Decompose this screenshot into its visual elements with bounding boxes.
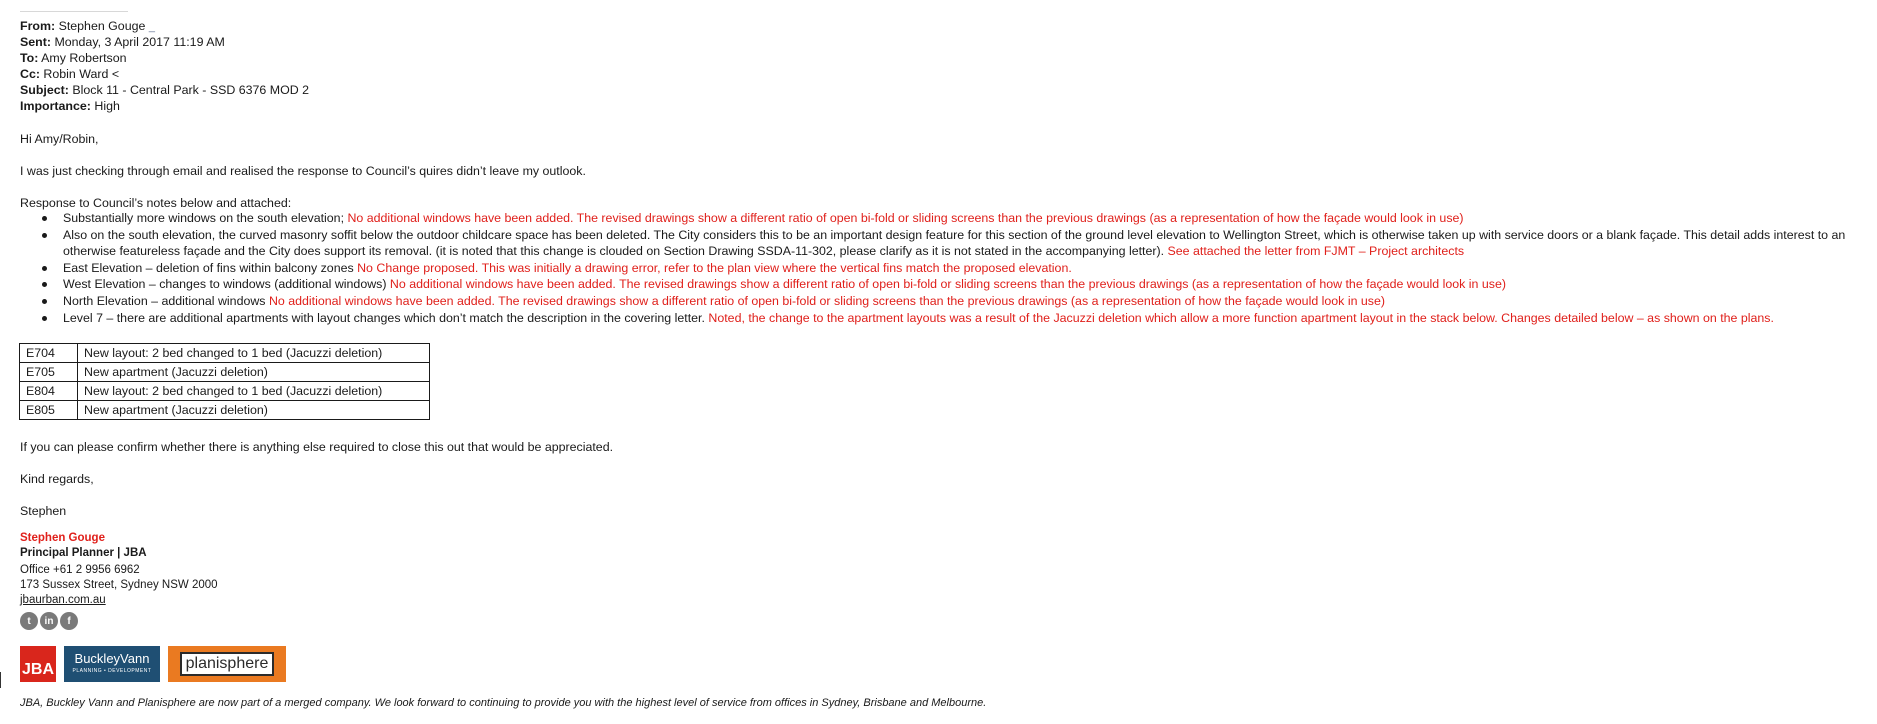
greeting: Hi Amy/Robin, [20,132,99,146]
table-cell-unit: E704 [20,344,78,363]
importance-line [20,98,120,114]
from-label: From: [20,19,56,33]
table-row [20,401,430,420]
bullet-icon [42,233,47,238]
sent-line [20,34,225,50]
jba-logo: JBA [20,646,56,682]
subject-line [20,82,309,98]
cc-value[interactable]: Robin Ward < [43,67,120,81]
subject-label: Subject: [20,83,69,97]
company-logos [20,646,286,682]
signature-role: Principal Planner | JBA [20,547,147,559]
list-item: Also on the south elevation, the curved masonry soffit below the outdoor childcare space has been deleted. The City considers this to be an important design feature for this section of the ground level elevation to Wellington Street, which is otherwise taken up with service doors or a blank façade. This detail adds interest to an otherwise featureless façade and the City does support its removal. (it is noted that this change is clouded on Section Drawing SSDA-11-302, please clarify as it is not stated in the accompanying letter). See attached the letter from FJMT – Project architects [20,227,1870,260]
table-cell-change: New layout: 2 bed changed to 1 bed (Jacuzzi deletion) [78,382,430,401]
reply-text: See attached the letter from FJMT – Project architects [1167,244,1465,259]
list-item: Substantially more windows on the south elevation; No additional windows have been added. The revised drawings show a different ratio of open bi-fold or sliding screens than the previous drawings (as a representation of how the façade would look in use) [20,210,1870,227]
apartment-changes-table [19,343,430,420]
response-list [20,210,1870,326]
signature-address: 173 Sussex Street, Sydney NSW 2000 [20,579,218,591]
to-value[interactable]: Amy Robertson [41,51,127,65]
signature-name: Stephen Gouge [20,532,105,544]
table-row [20,363,430,382]
from-email-truncated: _ [148,21,155,33]
bullet-icon [42,216,47,221]
table-row [20,344,430,363]
facebook-icon[interactable]: f [60,612,78,630]
list-item: West Elevation – changes to windows (additional windows) No additional windows have been added. The revised drawings show a different ratio of open bi-fold or sliding screens than the previous drawings (as a representation of how the façade would look in use) [20,276,1870,293]
table-cell-unit: E705 [20,363,78,382]
cc-line [20,66,119,82]
cc-label: Cc: [20,67,40,81]
linkedin-icon[interactable]: in [40,612,58,630]
closing: Kind regards, [20,472,94,486]
reply-text: Noted, the change to the apartment layouts was a result of the Jacuzzi deletion which allow a more function apartment layout in the stack below. Changes detailed below – as shown on the plans. [708,310,1774,325]
intro-paragraph: I was just checking through email and realised the response to Council’s quires didn’t leave my outlook. [20,164,586,178]
sent-label: Sent: [20,35,51,49]
list-item: Level 7 – there are additional apartments with layout changes which don’t match the description in the covering letter. Noted, the change to the apartment layouts was a result of the Jacuzzi deletion which allow a more function apartment layout in the stack below. Changes detailed below – as shown on the plans. [20,310,1870,327]
importance-label: Importance: [20,99,91,113]
list-item: East Elevation – deletion of fins within balcony zones No Change proposed. This was initially a drawing error, refer to the plan view where the vertical fins match the proposed elevation. [20,260,1870,277]
header-divider [20,11,128,12]
table-cell-unit: E804 [20,382,78,401]
twitter-icon[interactable]: t [20,612,38,630]
response-intro: Response to Council’s notes below and attached: [20,196,292,210]
merge-note: JBA, Buckley Vann and Planisphere are now part of a merged company. We look forward to continuing to provide you with the highest level of service from offices in Sydney, Brisbane and Melbourne. [20,697,987,709]
table-cell-change: New apartment (Jacuzzi deletion) [78,363,430,382]
bullet-icon [42,316,47,321]
table-cell-unit: E805 [20,401,78,420]
list-item: North Elevation – additional windows No additional windows have been added. The revised drawings show a different ratio of open bi-fold or sliding screens than the previous drawings (as a representation of how the façade would look in use) [20,293,1870,310]
to-label: To: [20,51,39,65]
social-icons [20,612,78,630]
importance-value: High [94,99,120,113]
reply-text: No additional windows have been added. The revised drawings show a different ratio of open bi-fold or sliding screens than the previous drawings (as a representation of how the façade would look in use) [389,277,1506,292]
table-cell-change: New layout: 2 bed changed to 1 bed (Jacuzzi deletion) [78,344,430,363]
reply-text: No additional windows have been added. The revised drawings show a different ratio of open bi-fold or sliding screens than the previous drawings (as a representation of how the façade would look in use) [268,293,1386,308]
to-line [20,50,127,66]
reply-text: No Change proposed. This was initially a drawing error, refer to the plan view where the vertical fins match the proposed elevation. [357,260,1072,275]
planisphere-logo: planisphere [168,646,286,682]
confirm-paragraph: If you can please confirm whether there is anything else required to close this out that would be appreciated. [20,440,614,454]
sent-value: Monday, 3 April 2017 11:19 AM [54,35,225,49]
reply-text: No additional windows have been added. The revised drawings show a different ratio of open bi-fold or sliding screens than the previous drawings (as a representation of how the façade would look in use) [347,211,1464,225]
website-link[interactable]: jbaurban.com.au [20,594,106,606]
from-value[interactable]: Stephen Gouge [58,19,146,33]
from-line [20,18,155,35]
sender-name: Stephen [20,504,67,518]
bullet-icon [42,282,47,287]
buckley-vann-logo: BuckleyVann PLANNING • DEVELOPMENT [64,646,160,682]
signature-office: Office +61 2 9956 6962 [20,564,140,576]
bullet-icon [42,266,47,271]
table-row [20,382,430,401]
bullet-icon [42,299,47,304]
text-cursor [0,672,1,688]
table-cell-change: New apartment (Jacuzzi deletion) [78,401,430,420]
subject-value: Block 11 - Central Park - SSD 6376 MOD 2 [72,83,309,97]
